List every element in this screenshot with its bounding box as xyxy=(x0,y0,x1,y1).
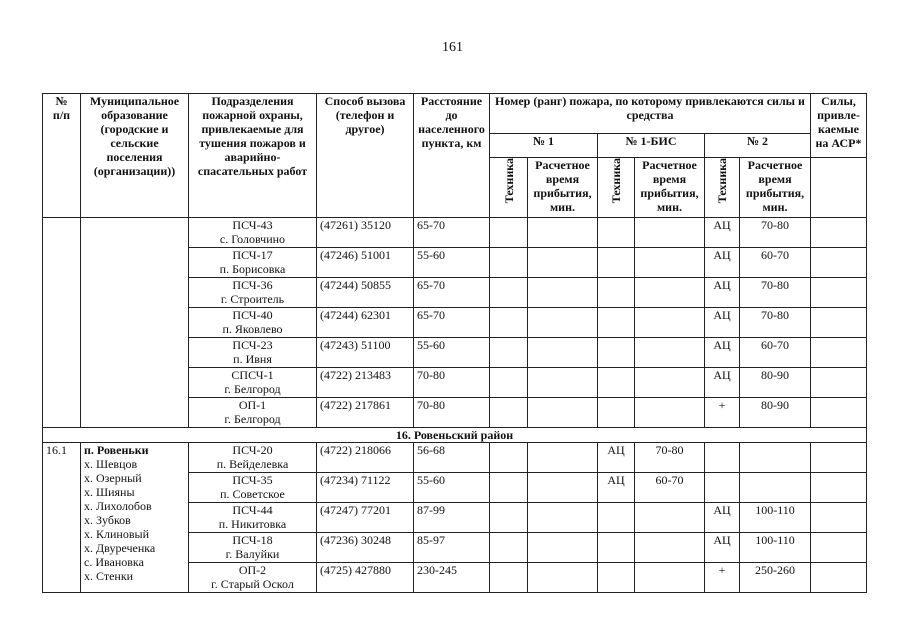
table-row: ПСЧ-18 г. Валуйки (47236) 30248 85-97 АЦ 100-110 xyxy=(43,533,867,563)
header-asr: Силы, привле-каемые на АСР* xyxy=(811,94,867,158)
header-dist: Расстояние до населенного пункта, км xyxy=(414,94,490,218)
table-row: 16.1 п. Ровеньки х. Шевцов х. Озерный х. Шияны х. Лихолобов х. Зубков х. Клиновый х. Двуреченка с. Ивановка х. Стенки ПСЧ-20 п. Вейделевка (4722) 218066 56-68 АЦ 70-80 xyxy=(43,443,867,473)
header-time-1bis: Расчетное время прибытия, мин. xyxy=(635,158,705,218)
district-num: 16.1 xyxy=(43,443,81,593)
header-time-1: Расчетное время прибытия, мин. xyxy=(528,158,598,218)
table-row: ОП-1 г. Белгород (4722) 217861 70-80 + 80-90 xyxy=(43,398,867,428)
header-time-2: Расчетное время прибытия, мин. xyxy=(740,158,811,218)
header-unit: Подразделения пожарной охраны, привлекаемые для тушения пожаров и аварийно-спасательных работ xyxy=(189,94,317,218)
table-row: ПСЧ-44 п. Никитовка (47247) 77201 87-99 АЦ 100-110 xyxy=(43,503,867,533)
table-row: ПСЧ-36 г. Строитель (47244) 50855 65-70 АЦ 70-80 xyxy=(43,278,867,308)
header-rank-1bis: № 1-БИС xyxy=(598,134,705,158)
table-row: ПСЧ-35 п. Советское (47234) 71122 55-60 АЦ 60-70 xyxy=(43,473,867,503)
header-asr-blank xyxy=(811,158,867,218)
header-muni: Муниципальное образование (городские и сельские поселения (организации)) xyxy=(81,94,189,218)
table-row: ПСЧ-17 п. Борисовка (47246) 51001 55-60 АЦ 60-70 xyxy=(43,248,867,278)
table-row: СПСЧ-1 г. Белгород (4722) 213483 70-80 АЦ 80-90 xyxy=(43,368,867,398)
table-row: ОП-2 г. Старый Оскол (4725) 427880 230-245 + 250-260 xyxy=(43,563,867,593)
header-rank-2: № 2 xyxy=(705,134,811,158)
header-rank: Номер (ранг) пожара, по которому привлекаются силы и средства xyxy=(490,94,811,134)
header-tech-2: Техника xyxy=(705,158,740,218)
table-row: ПСЧ-40 п. Яковлево (47244) 62301 65-70 АЦ 70-80 xyxy=(43,308,867,338)
district-title: 16. Ровеньский район xyxy=(43,428,867,443)
table-row: ПСЧ-23 п. Ивня (47243) 51100 55-60 АЦ 60-70 xyxy=(43,338,867,368)
header-tech-1: Техника xyxy=(490,158,528,218)
header-call: Способ вызова (телефон и другое) xyxy=(317,94,414,218)
header-tech-1bis: Техника xyxy=(598,158,635,218)
page-number: 161 xyxy=(442,40,463,55)
district-heading-row xyxy=(43,428,867,443)
table-row: ПСЧ-43 с. Головчино (47261) 35120 65-70 АЦ 70-80 xyxy=(43,218,867,248)
header-rank-1: № 1 xyxy=(490,134,598,158)
district-muni: п. Ровеньки х. Шевцов х. Озерный х. Шияны х. Лихолобов х. Зубков х. Клиновый х. Двуреченка с. Ивановка х. Стенки xyxy=(81,443,189,593)
fire-response-table xyxy=(42,93,867,593)
header-num: № п/п xyxy=(43,94,81,218)
